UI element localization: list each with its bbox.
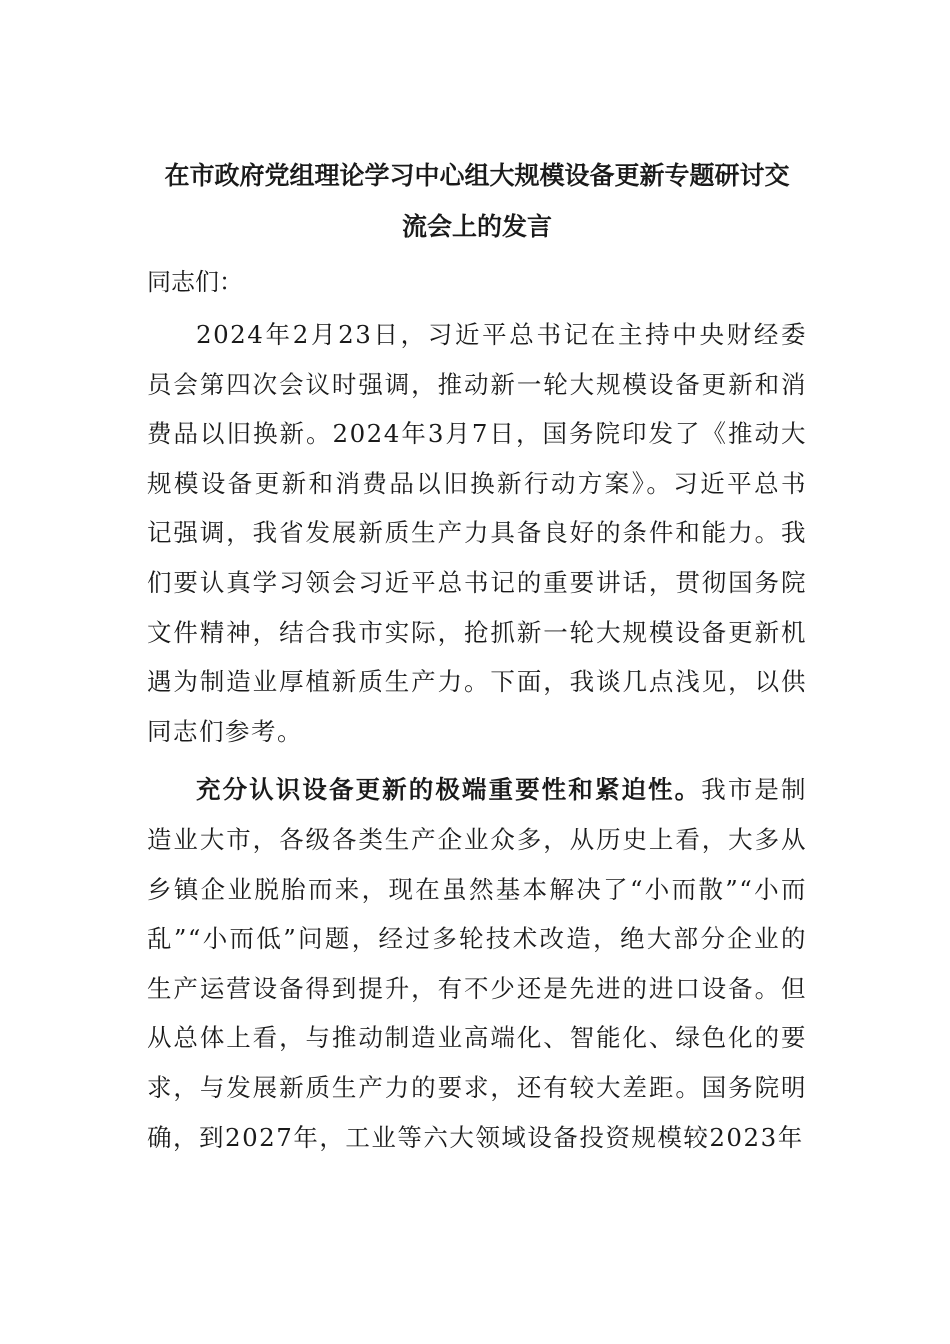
salutation: 同志们：: [147, 268, 243, 296]
document-page: [147, 150, 807, 1162]
section-body-text: 我市是制造业大市，各级各类生产企业众多，从历史上看，大多从乡镇企业脱胎而来，现在虽然基本解决了“小而散”“小而乱”“小而低”问题，经过多轮技术改造，绝大部分企业的生产运营设备得到提升，有不少还是先进的进口设备。但从总体上看，与推动制造业高端化、智能化、绿色化的要求，与发展新质生产力的要求，还有较大差距。国务院明确，到2027年，工业等六大领域设备投资规模较2023年: [147, 775, 808, 1152]
title-line-2: 流会上的发言: [401, 212, 552, 241]
document-title: [147, 150, 807, 252]
paragraph-section-one: [147, 765, 807, 1162]
section-heading-inline: 充分认识设备更新的极端重要性和紧迫性。: [196, 775, 702, 805]
paragraph-intro: 2024年2月23日，习近平总书记在主持中央财经委员会第四次会议时强调，推动新一轮大规模设备更新和消费品以旧换新。2024年3月7日，国务院印发了《推动大规模设备更新和消费品以旧换新行动方案》。习近平总书记强调，我省发展新质生产力具备良好的条件和能力。我们要认真学习领会习近平总书记的重要讲话，贯彻国务院文件精神，结合我市实际，抢抓新一轮大规模设备更新机遇为制造业厚植新质生产力。下面，我谈几点浅见，以供同志们参考。: [147, 320, 807, 746]
title-line-1: 在市政府党组理论学习中心组大规模设备更新专题研讨交: [164, 161, 790, 190]
